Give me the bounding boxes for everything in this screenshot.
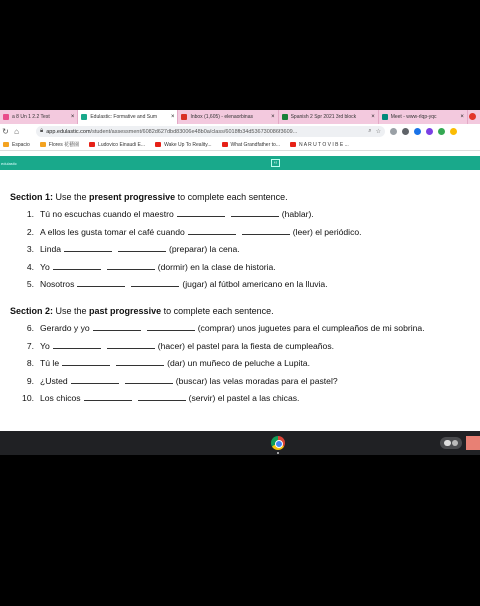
question-row xyxy=(10,375,470,387)
assignment-content xyxy=(10,191,470,404)
address-bar[interactable] xyxy=(36,126,385,137)
question-text-before: Yo xyxy=(40,340,50,351)
browser-window xyxy=(0,110,480,455)
browser-tab[interactable] xyxy=(78,110,178,124)
tab-favicon-icon xyxy=(181,114,187,120)
instruction-text: to complete each sentence. xyxy=(175,192,288,202)
extension-icon[interactable] xyxy=(450,128,457,135)
lock-icon: 🔒︎ xyxy=(40,128,44,134)
question-row xyxy=(10,340,470,352)
browser-tab[interactable] xyxy=(279,110,379,124)
answer-blank[interactable] xyxy=(107,261,155,270)
answer-blank[interactable] xyxy=(177,208,225,217)
question-number: 8. xyxy=(26,358,34,369)
drive-icon[interactable] xyxy=(438,128,445,135)
status-tray[interactable] xyxy=(440,437,462,449)
tab-favicon-icon xyxy=(282,114,288,120)
question-row xyxy=(10,208,470,220)
question-number: 9. xyxy=(26,375,34,386)
question-text-after: (comprar) unos juguetes para el cumpleaños de mi sobrina. xyxy=(197,323,425,334)
tab-favicon-icon xyxy=(3,114,9,120)
running-indicator xyxy=(277,452,279,454)
bookmark-icon xyxy=(290,142,296,147)
bookmark-item[interactable] xyxy=(290,142,349,148)
app-brand: edulastic xyxy=(1,160,17,166)
question-text-after: (hacer) el pastel para la fiesta de cumpleaños. xyxy=(157,340,335,351)
search-icon[interactable]: ⌕ xyxy=(368,128,372,134)
browser-tab[interactable] xyxy=(379,110,468,124)
instruction-text: to complete each sentence. xyxy=(161,305,274,316)
question-text-after: (leer) el periódico. xyxy=(292,226,362,237)
instruction-text: Use the xyxy=(53,192,90,202)
question-text-before: Nosotros xyxy=(40,278,75,289)
answer-blank[interactable] xyxy=(64,243,112,252)
question-number: 3. xyxy=(26,244,34,255)
tab-favicon-icon xyxy=(81,114,87,120)
answer-blank[interactable] xyxy=(242,226,290,235)
question-row xyxy=(10,278,470,290)
os-shelf xyxy=(0,431,480,455)
bookmark-icon xyxy=(3,142,9,147)
question-number: 6. xyxy=(26,323,34,334)
window-control-icon[interactable] xyxy=(469,113,476,120)
question-row xyxy=(10,322,470,334)
question-text-before: A ellos les gusta tomar el café cuando xyxy=(40,226,185,237)
url-path: /student/assessment/6082d627dbd83006e48b0a/class/6018fb34d536730086f3609... xyxy=(90,128,298,135)
answer-blank[interactable] xyxy=(138,392,186,401)
tab-favicon-icon xyxy=(382,114,388,120)
answer-blank[interactable] xyxy=(116,357,164,366)
close-icon[interactable]: × xyxy=(170,114,175,120)
question-text-after: (dar) un muñeco de peluche a Lupita. xyxy=(167,358,310,369)
answer-blank[interactable] xyxy=(118,243,166,252)
question-number: 4. xyxy=(26,261,34,272)
bookmark-label: Espacio xyxy=(12,141,30,148)
question-number: 7. xyxy=(26,340,34,351)
bookmark-label: Ludovico Einaudi E... xyxy=(98,141,146,148)
answer-blank[interactable] xyxy=(131,278,179,287)
answer-blank[interactable] xyxy=(93,322,141,331)
bookmark-item[interactable] xyxy=(222,142,280,148)
answer-blank[interactable] xyxy=(188,226,236,235)
question-number: 1. xyxy=(26,209,34,220)
tab-label: Meet - www-rlqp-yqc xyxy=(390,114,437,120)
question-text-before: Linda xyxy=(40,244,62,255)
tab-label: Inbox (1,605) - elenaorbinas xyxy=(190,114,253,120)
question-row xyxy=(10,261,470,273)
section-2-heading xyxy=(10,305,470,317)
extension-icon[interactable] xyxy=(402,128,409,135)
close-icon[interactable]: × xyxy=(271,114,275,120)
tab-label: a 8 Un 1 2.2 Test xyxy=(12,114,50,120)
section-2-questions xyxy=(10,322,470,404)
question-row xyxy=(10,243,470,255)
question-text-after: (preparar) la cena. xyxy=(169,244,240,255)
question-text-before: ¿Usted xyxy=(40,375,68,386)
home-icon[interactable]: ⌂ xyxy=(14,127,19,136)
question-text-after: (servir) el pastel a las chicas. xyxy=(188,392,300,403)
question-text-after: (dormir) en la clase de historia. xyxy=(157,261,276,272)
question-text-after: (hablar). xyxy=(281,209,314,220)
url-host: app.edulastic.com xyxy=(46,128,91,135)
question-text-before: Tú le xyxy=(40,358,60,369)
bookmark-item[interactable] xyxy=(89,142,145,148)
question-text-before: Gerardo y yo xyxy=(40,323,90,334)
question-text-after: (buscar) las velas moradas para el pastel? xyxy=(175,375,338,386)
extension-icon[interactable] xyxy=(390,128,397,135)
tab-strip xyxy=(0,110,480,124)
bookmark-icon xyxy=(40,142,46,147)
tab-label: Edulastic: Formative and Sum xyxy=(90,114,158,120)
question-row xyxy=(10,392,470,404)
section-title: Section 2: xyxy=(10,305,54,316)
bookmark-item[interactable] xyxy=(40,141,79,148)
star-icon[interactable]: ☆ xyxy=(375,129,381,135)
bookmark-item[interactable] xyxy=(3,142,30,148)
question-row xyxy=(10,357,470,369)
tray-button[interactable] xyxy=(466,436,480,450)
answer-blank[interactable] xyxy=(62,357,110,366)
question-row xyxy=(10,226,470,238)
close-icon[interactable]: × xyxy=(70,114,75,120)
question-number: 2. xyxy=(26,226,34,237)
answer-blank[interactable] xyxy=(84,392,132,401)
answer-blank[interactable] xyxy=(231,208,279,217)
section-1-heading xyxy=(10,191,470,203)
browser-tab[interactable] xyxy=(178,110,278,124)
question-text-before: Tú no escuchas cuando el maestro xyxy=(40,209,174,220)
question-text-before: Yo xyxy=(40,261,50,272)
close-icon[interactable]: × xyxy=(460,114,464,120)
collapse-button[interactable]: ‹‹ xyxy=(271,159,280,167)
answer-blank[interactable] xyxy=(107,340,155,349)
extension-icon[interactable] xyxy=(426,128,433,135)
instruction-text: Use the xyxy=(53,305,90,316)
bookmark-item[interactable] xyxy=(155,142,211,148)
browser-tab[interactable] xyxy=(0,110,78,124)
close-icon[interactable]: × xyxy=(371,114,375,120)
answer-blank[interactable] xyxy=(77,278,125,287)
url-text xyxy=(46,129,364,135)
bookmark-icon xyxy=(222,142,228,147)
extension-icon[interactable] xyxy=(414,128,421,135)
instruction-emphasis: past progressive xyxy=(89,305,162,316)
bookmark-label: N A R U T O V I B E ... xyxy=(298,141,349,148)
question-number: 10. xyxy=(22,392,34,403)
browser-toolbar xyxy=(0,124,480,139)
section-title: Section 1: xyxy=(10,192,54,202)
bookmark-label: Wake Up To Reality... xyxy=(164,141,212,148)
bookmark-icon xyxy=(155,142,161,147)
bookmark-label: What Grandfather to... xyxy=(230,141,280,148)
question-text-after: (jugar) al fútbol americano en la lluvia. xyxy=(182,278,328,289)
answer-blank[interactable] xyxy=(53,261,101,270)
answer-blank[interactable] xyxy=(147,322,195,331)
question-number: 5. xyxy=(26,278,34,289)
answer-blank[interactable] xyxy=(71,375,119,384)
bookmark-label: Flores 花藝園 xyxy=(48,142,80,148)
chrome-icon[interactable] xyxy=(271,436,285,450)
instruction-emphasis: present progressive xyxy=(89,192,176,202)
answer-blank[interactable] xyxy=(125,375,173,384)
edulastic-app-bar xyxy=(0,156,480,170)
question-text-before: Los chicos xyxy=(40,392,81,403)
answer-blank[interactable] xyxy=(53,340,101,349)
tab-label: Spanish 2 Spr 2021 3rd block xyxy=(290,114,357,120)
bookmarks-bar xyxy=(0,139,480,151)
reload-icon[interactable]: ↻ xyxy=(2,127,9,136)
section-1-questions xyxy=(10,208,470,290)
bookmark-icon xyxy=(89,142,95,147)
